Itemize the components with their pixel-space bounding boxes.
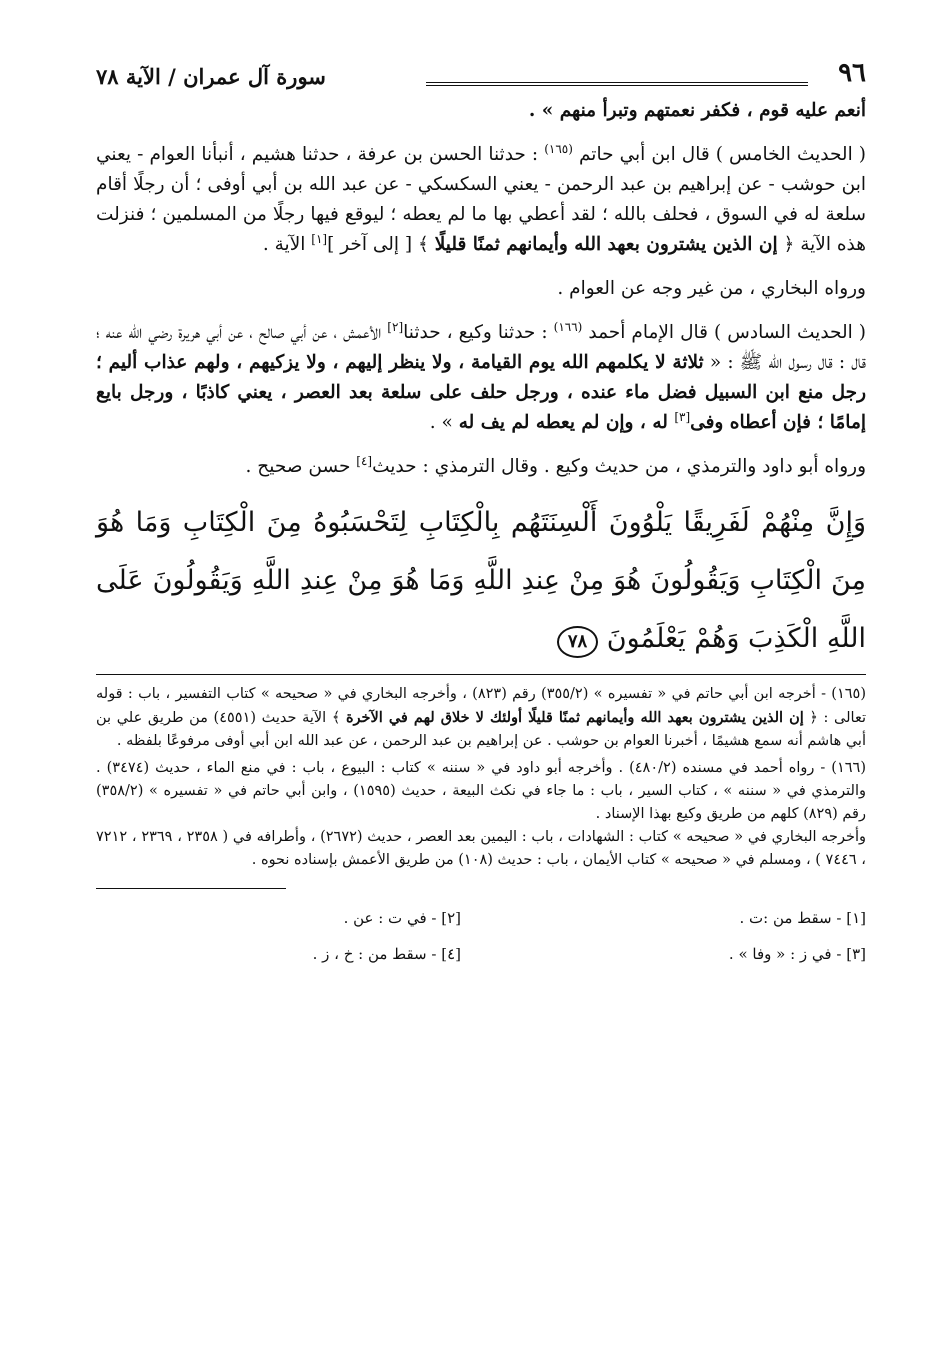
note-2: [٢] - في ت : عن . — [343, 909, 461, 927]
footnote-166-a: (١٦٦) - رواه أحمد في مسنده (٤٨٠/٢) . وأخرجه أبو داود في « سننه » كتاب : البيوع ، باب : في منع الماء ، حديث (٣٤٧٤) . والترمذي في « سننه » ، كتاب السير ، باب : ما جاء في نكث البيعة ، حديث (١٥٩٥) ، وابن أبي حاتم في « تفسيره » (٣٥٨/٢) رقم (٨٢٩) كلهم من طريق وكيع بهذا الإسناد . — [96, 760, 866, 822]
header-rule — [426, 82, 808, 86]
quran-verse: وَإِنَّ مِنْهُمْ لَفَرِيقًا يَلْوُونَ أَلْسِنَتَهُم بِالْكِتَابِ لِتَحْسَبُوهُ مِنَ الْكِتَابِ وَمَا هُوَ مِنَ الْكِتَابِ وَيَقُولُونَ هُوَ مِنْ عِندِ اللَّهِ وَمَا هُوَ مِنْ عِندِ اللَّهِ وَيَقُولُونَ عَلَى اللَّهِ الْكَذِبَ وَهُمْ يَعْلَمُونَ ٧٨ — [96, 494, 866, 668]
page — [96, 58, 866, 967]
note-ref-4: [٤] — [356, 453, 373, 468]
bukhari-note: ورواه البخاري ، من غير وجه عن العوام . — [557, 278, 866, 299]
footnotes — [96, 683, 866, 872]
footnote-ref-165: (١٦٥) — [544, 141, 573, 156]
hadith-six: ( الحديث السادس ) قال الإمام أحمد $^{(١٦٦)}$ : حدثنا وكيع ، حدثنا[٢] الأعمش ، عن أبي صالح ، عن أبي هريرة رضي الله عنه ؛ قال : قال رسول الله ﷺ : « ثلاثة لا يكلمهم الله يوم القيامة ، ولا ينظر إليهم ، ولا يزكيهم ، ولهم عذاب أليم ؛ رجل منع ابن السبيل فضل ماء عنده ، ورجل حلف على سلعة بعد العصر ، يعني كاذبًا ، ورجل بايع إمامًا ؛ فإن أعطاه وفى[٣] له ، وإن لم يعطه لم يف له » . — [96, 319, 866, 433]
running-title: سورة آل عمران / الآية ٧٨ — [96, 64, 326, 89]
footnote-divider — [96, 674, 866, 675]
note-ref-2: [٢] — [387, 319, 404, 334]
footnote-ref-166: (١٦٦) — [553, 319, 583, 334]
page-number: ٩٦ — [838, 58, 866, 88]
verse-number-mark: ٧٨ — [557, 626, 598, 658]
hadith-five: ( الحديث الخامس ) قال ابن أبي حاتم $^{(١٦٥)}$ : حدثنا الحسن بن عرفة ، حدثنا هشيم ، أنبأنا العوام - يعني ابن حوشب - عن إبراهيم بن عبد الرحمن - يعني السكسكي - عن عبد الله بن أبي أوفى ؛ أن رجلًا أقام سلعة له في السوق ، فحلف بالله ؛ لقد أعطي بها ما لم يعطه ؛ ليوقع فيها رجلًا من المسلمين ؛ فنزلت هذه الآية ﴿ إن الذين يشترون بعهد الله وأيمانهم ثمنًا قليلًا ﴾ [ إلى آخر ][١] الآية . — [96, 141, 866, 255]
notes-divider — [96, 888, 286, 889]
footnote-166-b: وأخرجه البخاري في « صحيحه » كتاب : الشهادات ، باب : اليمين بعد العصر ، حديث (٢٦٧٢) ، وأطرافه في ( ٢٣٥٨ ، ٢٣٦٩ ، ٧٢١٢ ، ٧٤٤٦ ) ، ومسلم في « صحيحه » كتاب الأيمان ، باب : حديث (١٠٨) من طريق الأعمش بإسناده نحوه . — [96, 829, 866, 868]
note-3: [٣] - في ز : « وفا » . — [728, 945, 866, 963]
footnote-165: (١٦٥) - أخرجه ابن أبي حاتم في « تفسيره » (٣٥٥/٢) رقم (٨٢٣) ، وأخرجه البخاري في « صحيحه » كتاب التفسير ، باب : قوله تعالى : ﴿ إن الذين يشترون بعهد الله وأيمانهم ثمنًا قليلًا أولئك لا خلاق لهم في الآخرة ﴾ الآية حديث (٤٥٥١) من طريق علي بن أبي هاشم أنه سمع هشيمًا ، أخبرنا العوام بن حوشب . عن إبراهيم بن عبد الرحمن ، عن عبد الله ابن أبي أوفى مرفوعًا بلفظه . — [96, 686, 866, 749]
note-ref-1: [١] — [311, 231, 328, 246]
note-ref-3: [٣] — [674, 409, 691, 424]
abudawud-note: ورواه أبو داود والترمذي ، من حديث وكيع . وقال الترمذي : حديث[٤] حسن صحيح . — [245, 453, 866, 477]
textual-notes — [96, 905, 866, 967]
note-1: [١] - سقط من :ت . — [739, 909, 866, 927]
running-header — [96, 58, 866, 96]
paragraph-continuation: أنعم عليه قوم ، فكفر نعمتهم وتبرأ منهم » . — [528, 100, 866, 121]
note-4: [٤] - سقط من : خ ، ز . — [312, 945, 461, 963]
